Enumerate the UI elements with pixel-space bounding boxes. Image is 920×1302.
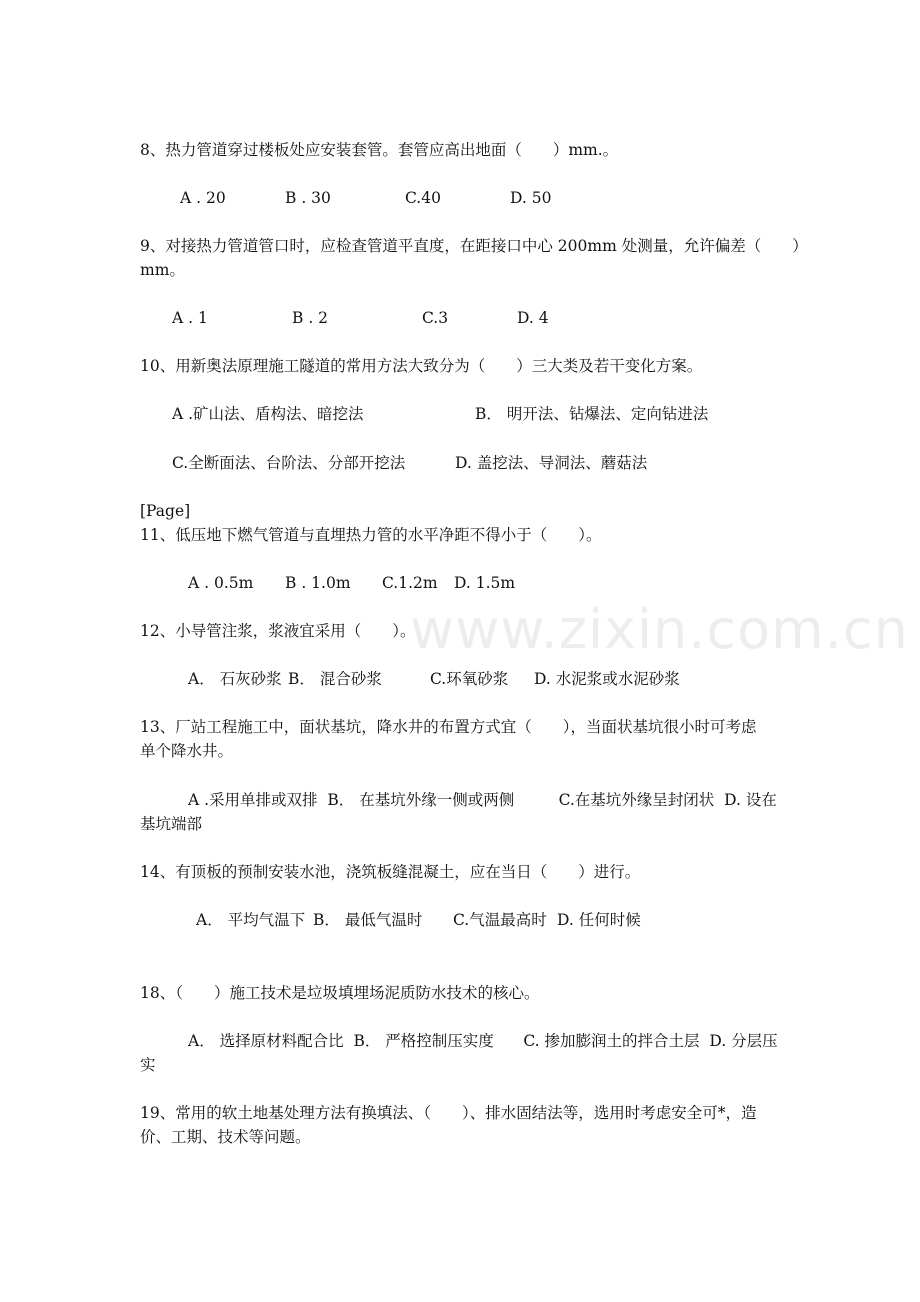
q9-option-d: D. 4 xyxy=(517,309,549,327)
q8-option-b: B . 30 xyxy=(285,189,331,207)
q13-options-line1: A .采用单排或双排 B． 在基坑外缘一侧或两侧 C.在基坑外缘呈封闭状 D. 设在 xyxy=(188,791,777,809)
q14-option-c: C.气温最高时 xyxy=(453,911,547,929)
q8-option-a: A . 20 xyxy=(180,189,226,207)
question-13-text-line1: 13、厂站工程施工中，面状基坑，降水井的布置方式宜（ ），当面状基坑很小时可考虑 xyxy=(140,718,757,736)
question-18-text: 18、（ ）施工技术是垃圾填埋场泥质防水技术的核心。 xyxy=(140,984,540,1002)
q10-option-d: D. 盖挖法、导洞法、蘑菇法 xyxy=(455,454,648,472)
question-9-text-line1: 9、对接热力管道管口时，应检查管道平直度，在距接口中心 200mm 处测量，允许偏差（ ） xyxy=(140,237,808,255)
question-19-text-line2: 价、工期、技术等问题。 xyxy=(140,1128,311,1146)
page-marker: [Page] xyxy=(140,502,191,520)
q10-option-b: B． 明开法、钻爆法、定向钻进法 xyxy=(475,405,709,423)
watermark: www.zixin.com.cn xyxy=(410,598,909,661)
q11-option-c: C.1.2m xyxy=(382,574,438,592)
question-8-text: 8、热力管道穿过楼板处应安装套管。套管应高出地面（ ）mm.。 xyxy=(140,141,619,159)
q11-option-a: A . 0.5m xyxy=(188,574,254,592)
q11-option-d: D. 1.5m xyxy=(454,574,516,592)
q11-option-b: B . 1.0m xyxy=(285,574,351,592)
q13-options-line2: 基坑端部 xyxy=(140,815,203,833)
q9-option-c: C.3 xyxy=(422,309,449,327)
q9-option-b: B . 2 xyxy=(292,309,329,327)
q14-option-d: D. 任何时候 xyxy=(557,911,641,929)
q18-options-line2: 实 xyxy=(140,1056,156,1074)
question-14-text: 14、有顶板的预制安装水池，浇筑板缝混凝土，应在当日（ ）进行。 xyxy=(140,863,641,881)
question-9-text-line2: mm。 xyxy=(140,261,185,279)
q12-option-a: A． 石灰砂浆 xyxy=(188,670,282,688)
question-10-text: 10、用新奥法原理施工隧道的常用方法大致分为（ ）三大类及若干变化方案。 xyxy=(140,357,703,375)
q9-option-a: A . 1 xyxy=(172,309,208,327)
q14-option-a: A． 平均气温下 xyxy=(196,911,306,929)
question-11-text: 11、低压地下燃气管道与直埋热力管的水平净距不得小于（ ）。 xyxy=(140,526,602,544)
question-13-text-line2: 单个降水井。 xyxy=(140,742,234,760)
question-12-text: 12、小导管注浆，浆液宜采用（ ）。 xyxy=(140,622,416,640)
q8-option-c: C.40 xyxy=(405,189,441,207)
q12-option-d: D. 水泥浆或水泥砂浆 xyxy=(534,670,680,688)
q8-option-d: D. 50 xyxy=(510,189,552,207)
q12-option-c: C.环氧砂浆 xyxy=(430,670,509,688)
q10-option-c: C.全断面法、台阶法、分部开挖法 xyxy=(172,454,406,472)
question-19-text-line1: 19、常用的软土地基处理方法有换填法、（ ）、排水固结法等，选用时考虑安全可*，造 xyxy=(140,1104,757,1122)
q10-option-a: A .矿山法、盾构法、暗挖法 xyxy=(172,405,364,423)
q12-option-b: B． 混合砂浆 xyxy=(288,670,382,688)
q18-options-line1: A． 选择原材料配合比 B． 严格控制压实度 C. 掺加膨润土的拌合土层 D. 分层压 xyxy=(188,1032,778,1050)
q14-option-b: B． 最低气温时 xyxy=(313,911,423,929)
